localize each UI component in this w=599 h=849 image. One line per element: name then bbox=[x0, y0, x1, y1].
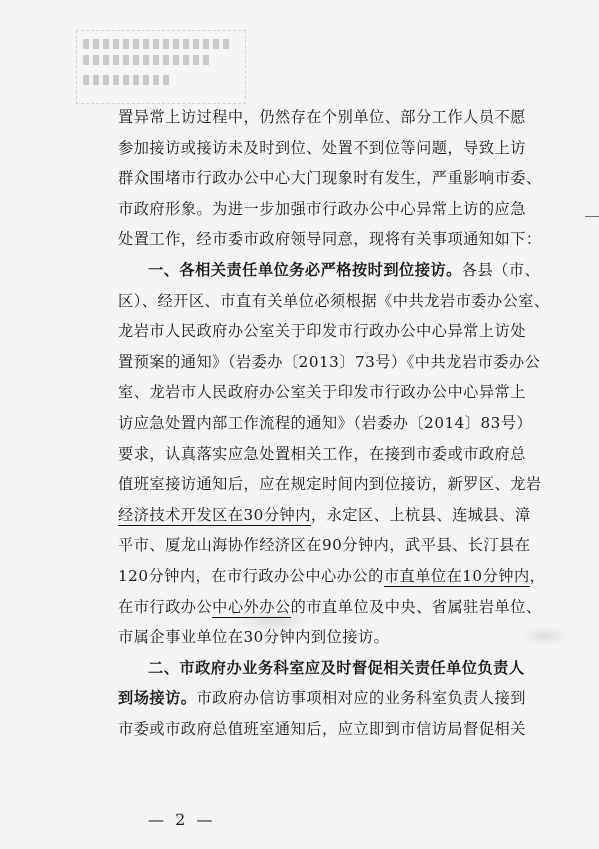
paragraph-line: 处置工作，经市委市政府领导同意，现将有关事项通知如下： bbox=[118, 230, 542, 249]
section1-line: 市属企事业单位在30分钟内到位接访。 bbox=[118, 628, 390, 647]
section1-text: 的市直单位及中央、省属驻岩单位、 bbox=[290, 597, 542, 616]
section1-line: 置预案的通知》（岩委办〔2013〕73号）《中共龙岩市委办公 bbox=[118, 352, 541, 371]
section1-text: 120分钟内，在市行政办公中心办公的 bbox=[118, 566, 384, 585]
section1-line bbox=[118, 592, 588, 623]
paragraph-line: 群众围堵市行政办公中心大门现象时有发生，严重影响市委、 bbox=[118, 169, 542, 188]
section2-line bbox=[118, 683, 588, 714]
section1-line: 要求，认真落实应急处置相关工作，在接到市委或市政府总 bbox=[118, 444, 526, 463]
underlined-text: 市直单位在10分钟内 bbox=[383, 566, 530, 585]
section2-heading: 到场接访。 bbox=[118, 689, 197, 708]
stamp-line bbox=[83, 39, 233, 49]
section1-text: ， bbox=[529, 566, 546, 585]
stamp-line bbox=[83, 55, 213, 65]
body-text bbox=[118, 102, 588, 744]
paragraph-line: 参加接访或接访未及时到位、处置不到位等问题，导致上访 bbox=[118, 138, 526, 157]
paragraph-line: 市政府形象。为进一步加强市行政办公中心异常上访的应急 bbox=[118, 199, 526, 218]
section1-line: 值班室接访通知后，应在规定时间内到位接访，新罗区、龙岩 bbox=[118, 475, 542, 494]
section1-line: 平市、厦龙山海协作经济区在90分钟内，武平县、长汀县在 bbox=[118, 536, 531, 555]
section2-heading: 二、市政府办业务科室应及时督促相关责任单位负责人 bbox=[148, 658, 525, 677]
section1-text: 各县（市、 bbox=[461, 260, 541, 279]
section1-text: ，永定区、上杭县、连城县、漳 bbox=[310, 505, 531, 524]
section1-line: 龙岩市人民政府办公室关于印发市行政办公中心异常上访处 bbox=[118, 322, 526, 341]
section1-text: 在市行政办公 bbox=[118, 597, 213, 616]
page-number: — 2 — bbox=[148, 810, 216, 829]
section2-text: 市政府办信访事项相对应的业务科室负责人接到 bbox=[196, 689, 526, 708]
section1-line bbox=[118, 255, 588, 286]
underlined-text: 中心外办公 bbox=[212, 597, 291, 616]
section2-line: 市委或市政府总值班室通知后，应立即到市信访局督促相关 bbox=[118, 719, 526, 738]
section1-line bbox=[118, 561, 588, 592]
section1-heading: 一、各相关责任单位务必严格按时到位接访。 bbox=[148, 260, 462, 279]
section1-line: 区）、经开区、市直有关单位必须根据《中共龙岩市委办公室、 bbox=[118, 291, 550, 310]
underlined-text: 经济技术开发区在30分钟内 bbox=[118, 505, 311, 524]
section1-line: 访应急处置内部工作流程的通知》（岩委办〔2014〕83号） bbox=[118, 413, 533, 432]
section1-line: 室、龙岩市人民政府办公室关于印发市行政办公中心异常上 bbox=[118, 383, 526, 402]
faded-stamp bbox=[76, 30, 246, 104]
section1-line bbox=[118, 500, 588, 531]
paragraph-line: 置异常上访过程中，仍然存在个别单位、部分工作人员不愿 bbox=[118, 108, 526, 126]
stamp-line bbox=[83, 75, 173, 85]
